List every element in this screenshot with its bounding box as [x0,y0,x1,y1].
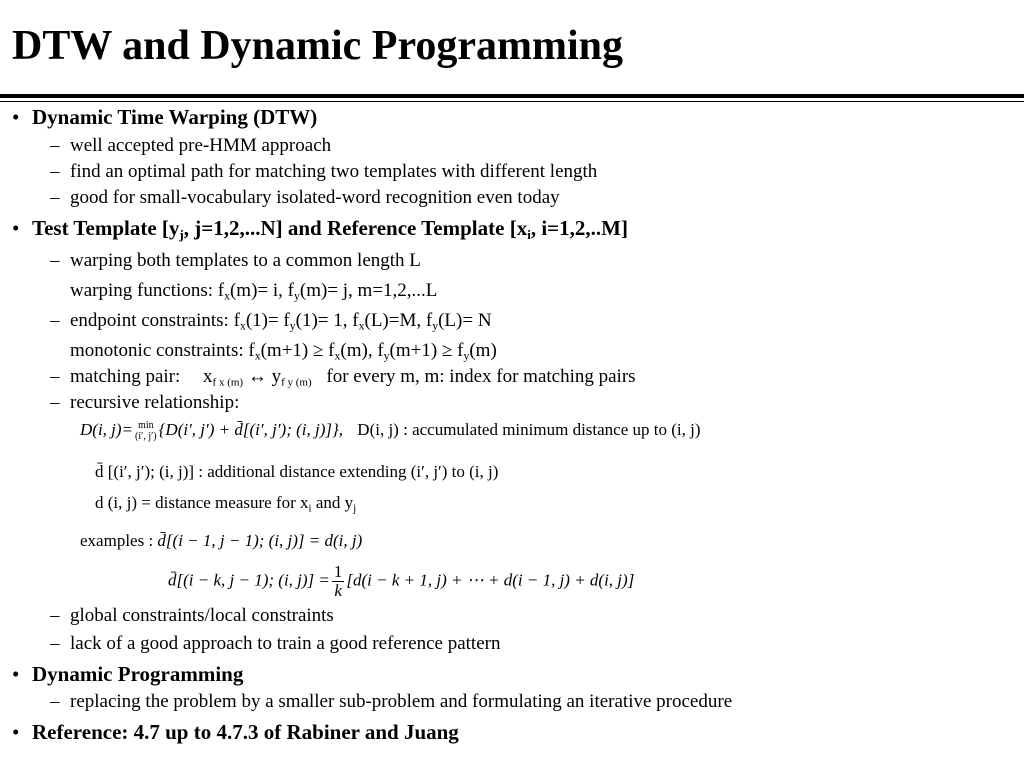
dash-glyph: – [50,187,60,208]
reference-heading: Reference: 4.7 up to 4.7.3 of Rabiner and Juang [32,720,459,744]
dp-item-text: replacing the problem by a smaller sub-problem and formulating an iterative procedure [70,691,733,712]
dash-glyph: – [50,392,60,413]
templates-heading-part: , j=1,2,...N] and Reference Template [x [183,216,528,240]
equation-distance-measure: d (i, j) = distance measure for $x_i$ and $y_j$ [95,493,357,515]
equation-example-2: d̄[(i − k, j − 1); (i, j)] = $\frac{1}{k}$ [d(i − k + 1, j) + ⋯ + d(i − 1, j) + d(i, j)] [168,562,635,600]
bullet-templates [12,216,628,242]
bullet-glyph: • [12,105,20,129]
bullet-reference [12,722,459,743]
templates-heading-part: , i=1,2,..M] [530,216,628,240]
bullet-dtw [12,107,317,128]
dtw-heading: Dynamic Time Warping (DTW) [32,105,318,129]
dtw-item-text: well accepted pre-HMM approach [70,135,332,156]
dash-glyph: – [50,605,60,626]
double-arrow-icon: ↔ [247,366,267,387]
dash-glyph: – [50,310,60,331]
matching-pair: – matching pair: $x_{f x (m)}$ ↔ $y_{f y (m)}$ for every m, m: index for matching pairs [50,366,636,389]
endpoint-constraints: – endpoint constraints: $f_x(1)= f_y(1)= 1$, $f_x(L)=M$, $f_y(L)= N$ [50,310,492,333]
equation-example-1: examples : d̄[(i − 1, j − 1); (i, j)] = d(i, j) [80,531,363,550]
bullet-glyph: • [12,662,20,686]
dash-glyph: – [50,691,60,712]
bullet-dynamic-programming [12,664,243,685]
dtw-item-text: good for small-vocabulary isolated-word recognition even today [70,187,560,208]
dash-glyph: – [50,366,60,387]
slide-title: DTW and Dynamic Programming [12,23,623,69]
warping-functions: warping functions: $f_x(m)= i$, $f_y(m)= j$, m=1,2,...L [70,280,438,303]
dtw-item [50,162,597,181]
dtw-item [50,188,560,207]
dtw-item-text: find an optimal path for matching two templates with different length [70,161,598,182]
dtw-item [50,136,331,155]
dash-glyph: – [50,161,60,182]
templates-item [50,606,334,625]
templates-item-text: warping both templates to a common length L [70,250,421,271]
dp-heading: Dynamic Programming [32,662,244,686]
equation-additional-distance: d̄ [(i′, j′); (i, j)] : additional distance extending (i′, j′) to (i, j) [95,462,499,481]
templates-item-text: lack of a good approach to train a good reference pattern [70,633,501,654]
monotonic-constraints: monotonic constraints: $f_x(m+1) \ge f_x(m)$, $f_y(m+1) \ge f_y(m)$ [70,340,497,363]
bullet-glyph: • [12,216,20,240]
templates-item [50,634,500,653]
title-rule-thin [0,101,1024,102]
dp-item [50,692,732,711]
equation-accumulated: D(i, j)= min (i′, j′) {D(i′, j′) + d̄[(i′, j′); (i, j)]}, D(i, j) : accumulated minimum distance up to (i, j) [80,419,701,442]
templates-item [50,251,421,270]
subscript: j [179,226,184,242]
dash-glyph: – [50,135,60,156]
recursive-relationship: – recursive relationship: [50,392,240,413]
templates-item-text: global constraints/local constraints [70,605,334,626]
dash-glyph: – [50,250,60,271]
subscript: i [527,226,531,242]
bullet-glyph: • [12,720,20,744]
dash-glyph: – [50,633,60,654]
title-rule-thick [0,94,1024,98]
templates-heading-part: Test Template [y [32,216,180,240]
